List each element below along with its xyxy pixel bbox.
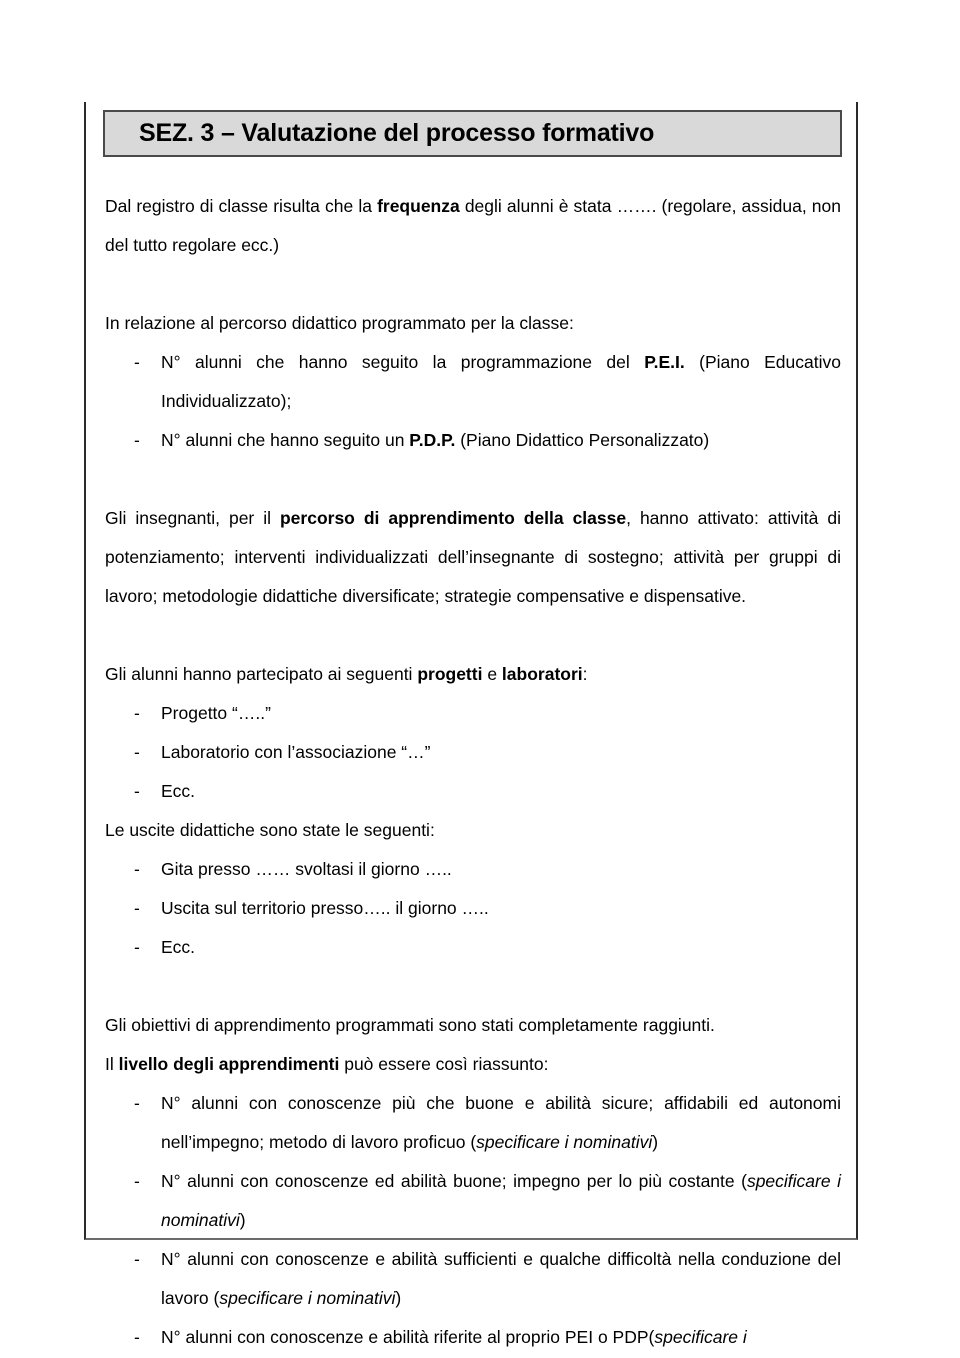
item-text-before: N° alunni che hanno seguito la programmazione del [161,352,645,372]
frequenza-text-before: Dal registro di classe risulta che la [105,196,378,216]
item-text: Gita presso …… svoltasi il giorno ….. [161,859,452,879]
percorso-list [97,343,846,460]
intro-progetti [97,655,846,694]
progetti-text-1: Gli alunni hanno partecipato ai seguenti [105,664,418,684]
item-text-before: N° alunni con conoscenze ed abilità buone; impegno per lo più costante ( [161,1171,747,1191]
list-item [97,928,846,967]
item-bold: P.E.I. [644,352,685,372]
progetti-bold-1: progetti [417,664,483,684]
livello-text-after: può essere così riassunto: [339,1054,549,1074]
frequenza-text-after: degli alunni è stata ……. (regolare, assidua, non del tutto regolare ecc.) [105,196,842,255]
progetti-text-2: e [482,664,502,684]
list-item [97,1162,846,1240]
dash-bullet-icon: - [134,742,140,762]
section-title: SEZ. 3 – Valutazione del processo formativo [139,119,655,147]
intro-livello [97,1045,846,1084]
item-italic: specificare i [654,1327,747,1347]
item-text-after: ) [652,1132,659,1152]
livello-bold: livello degli apprendimenti [118,1054,340,1074]
item-text-after: (Piano Didattico Personalizzato) [455,430,710,450]
item-text-after: (Piano Educativo Individualizzato); [161,352,841,411]
intro-uscite: Le uscite didattiche sono state le seguenti: [105,820,435,840]
list-item [97,1240,846,1318]
item-italic: specificare i nominativi [476,1132,653,1152]
dash-bullet-icon: - [134,781,140,801]
dash-bullet-icon: - [134,937,140,957]
dash-bullet-icon: - [134,1327,140,1347]
item-text: Laboratorio con l’associazione “…” [161,742,431,762]
document-page [84,102,858,1347]
dash-bullet-icon: - [134,1171,140,1191]
item-italic: specificare i nominativi [219,1288,396,1308]
paragraph-frequenza [97,187,846,265]
paragraph-apprendimento [97,499,846,616]
dash-bullet-icon: - [134,859,140,879]
item-text: Uscita sul territorio presso….. il giorno ….. [161,898,489,918]
list-item [97,850,846,889]
dash-bullet-icon: - [134,430,140,450]
livello-list [97,1084,846,1357]
dash-bullet-icon: - [134,352,140,372]
progetti-list [97,694,846,811]
list-item [97,694,846,733]
spacer [97,265,846,304]
item-text: Ecc. [161,781,196,801]
spacer [97,157,846,187]
item-text: Progetto “…..” [161,703,271,723]
item-italic: specificare i nominativi [161,1171,841,1230]
item-text-before: N° alunni che hanno seguito un [161,430,410,450]
progetti-bold-2: laboratori [501,664,583,684]
livello-text-before: Il [105,1054,119,1074]
progetti-text-3: : [582,664,588,684]
item-text-after: ) [395,1288,402,1308]
uscite-list [97,850,846,967]
item-text-after: ) [239,1210,246,1230]
list-item [97,772,846,811]
spacer [97,967,846,1006]
apprendimento-text-after: , hanno attivato: attività di potenziamento; interventi individualizzati dell’insegnante di sostegno; attività per gruppi di lavoro; metodologie didattiche diversificate; strategie compensative e dispensative. [105,508,841,606]
dash-bullet-icon: - [134,703,140,723]
page-content [86,102,856,1357]
spacer [97,460,846,499]
list-item [97,343,846,421]
apprendimento-text-before: Gli insegnanti, per il [105,508,280,528]
dash-bullet-icon: - [134,1093,140,1113]
frequenza-bold: frequenza [377,196,460,216]
item-bold: P.D.P. [409,430,456,450]
item-text: Ecc. [161,937,196,957]
list-item [97,1084,846,1162]
spacer [97,616,846,655]
list-item [97,733,846,772]
list-item [97,889,846,928]
paragraph-obiettivi: Gli obiettivi di apprendimento programmati sono stati completamente raggiunti. [105,1015,715,1035]
dash-bullet-icon: - [134,1249,140,1269]
item-text-before: N° alunni con conoscenze più che buone e abilità sicure; affidabili ed autonomi nell’impegno; metodo di lavoro proficuo ( [161,1093,841,1152]
list-item [97,421,846,460]
section-header-bar [103,110,842,157]
dash-bullet-icon: - [134,898,140,918]
list-item [97,1318,846,1357]
item-text-before: N° alunni con conoscenze e abilità sufficienti e qualche difficoltà nella conduzione del lavoro ( [161,1249,841,1308]
item-text-before: N° alunni con conoscenze e abilità riferite al proprio PEI o PDP( [161,1327,655,1347]
intro-percorso: In relazione al percorso didattico programmato per la classe: [105,313,574,333]
apprendimento-bold: percorso di apprendimento della classe [279,508,627,528]
